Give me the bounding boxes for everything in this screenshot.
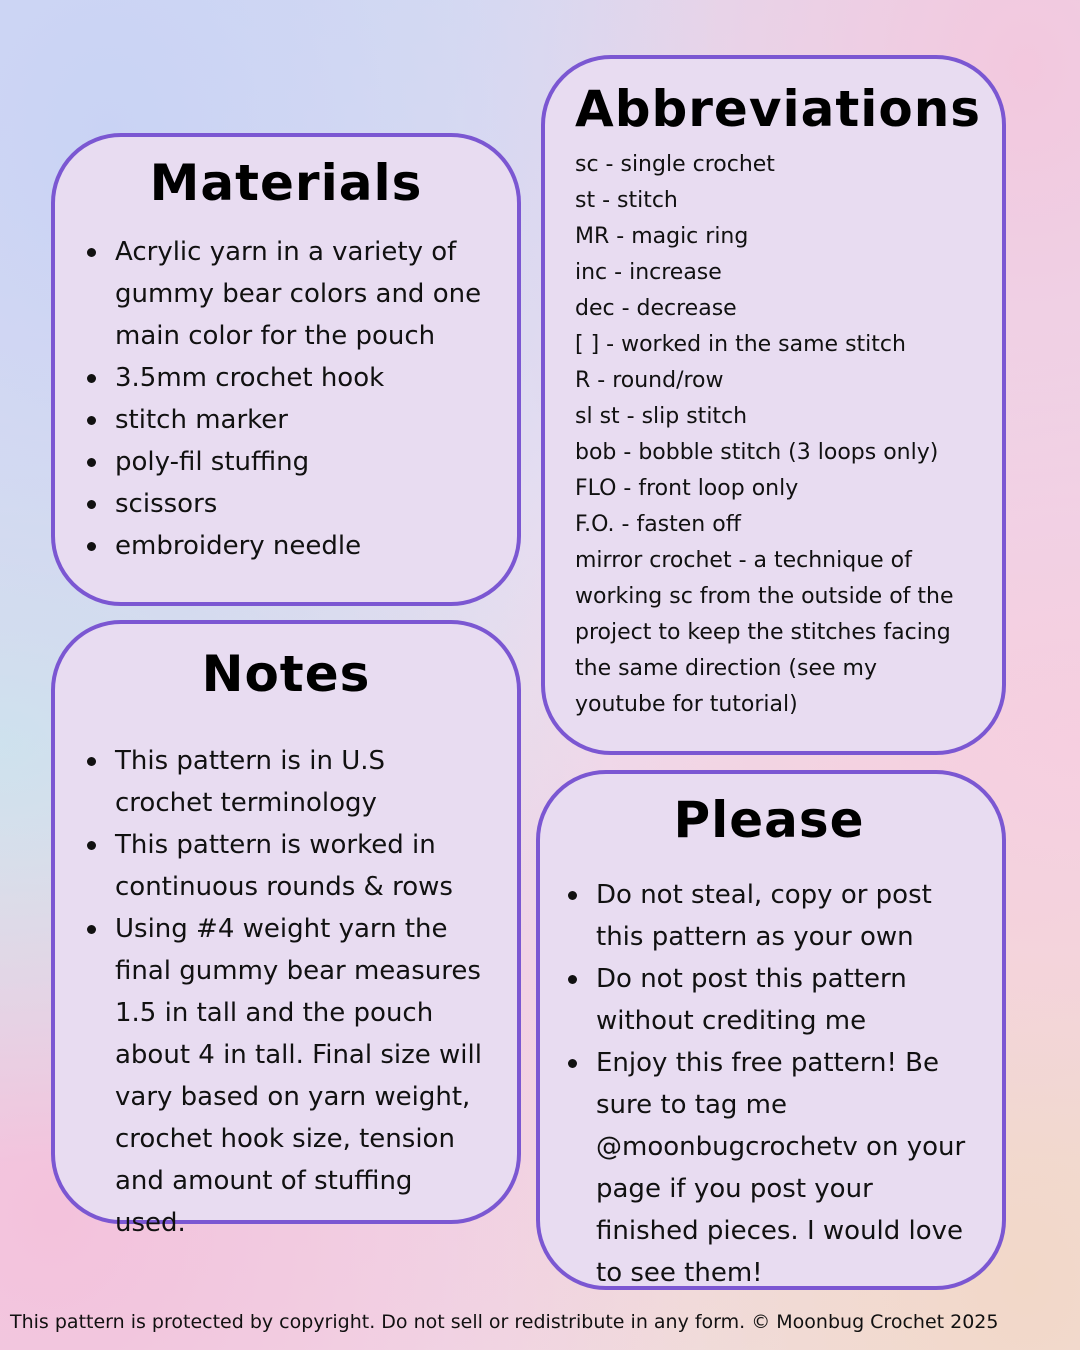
abbreviations-card: [541, 55, 1006, 755]
list-item: Enjoy this free pattern! Be sure to tag me @moonbugcrochetv on your page if you post your finished pieces. I would love to see them!: [566, 1042, 972, 1294]
notes-list: [85, 740, 487, 1244]
abbreviation-row: F.O. - fasten off: [575, 512, 741, 537]
copyright-footer: This pattern is protected by copyright. Do not sell or redistribute in any form. © Moonbug Crochet 2025: [10, 1311, 999, 1333]
materials-title: Materials: [149, 154, 423, 212]
abbreviations-list: [575, 147, 976, 723]
list-item: scissors: [85, 483, 487, 525]
abbreviations-title: Abbreviations: [575, 80, 982, 138]
list-item: This pattern is worked in continuous rounds & rows: [85, 824, 487, 908]
notes-title: Notes: [201, 645, 371, 703]
abbreviation-row: st - stitch: [575, 188, 678, 213]
list-item: This pattern is in U.S crochet terminology: [85, 740, 487, 824]
materials-card: [51, 133, 521, 606]
abbreviation-row: bob - bobble stitch (3 loops only): [575, 440, 939, 465]
please-title: Please: [673, 791, 865, 849]
abbreviation-row: [ ] - worked in the same stitch: [575, 332, 906, 357]
list-item: Acrylic yarn in a variety of gummy bear colors and one main color for the pouch: [85, 231, 487, 357]
abbreviation-row: working sc from the outside of the: [575, 584, 954, 609]
notes-card: [51, 620, 521, 1238]
list-item: poly-fil stuffing: [85, 441, 487, 483]
materials-list: [85, 231, 487, 567]
abbreviation-row: dec - decrease: [575, 296, 737, 321]
list-item: Using #4 weight yarn the final gummy bear measures 1.5 in tall and the pouch about 4 in tall. Final size will vary based on yarn weight, crochet hook size, tension and amount of stuffing used.: [85, 908, 487, 1244]
list-item: stitch marker: [85, 399, 487, 441]
please-card: [536, 770, 1006, 1290]
abbreviation-row: mirror crochet - a technique of: [575, 548, 912, 573]
list-item: embroidery needle: [85, 525, 487, 567]
abbreviation-row: youtube for tutorial): [575, 692, 798, 717]
abbreviation-row: sc - single crochet: [575, 152, 775, 177]
abbreviation-row: project to keep the stitches facing: [575, 620, 951, 645]
list-item: Do not steal, copy or post this pattern as your own: [566, 874, 972, 958]
abbreviation-row: FLO - front loop only: [575, 476, 799, 501]
list-item: 3.5mm crochet hook: [85, 357, 487, 399]
abbreviation-row: inc - increase: [575, 260, 722, 285]
abbreviation-row: sl st - slip stitch: [575, 404, 748, 429]
abbreviation-row: R - round/row: [575, 368, 724, 393]
list-item: Do not post this pattern without crediting me: [566, 958, 972, 1042]
please-list: [566, 874, 972, 1294]
abbreviation-row: the same direction (see my: [575, 656, 877, 681]
abbreviation-row: MR - magic ring: [575, 224, 749, 249]
